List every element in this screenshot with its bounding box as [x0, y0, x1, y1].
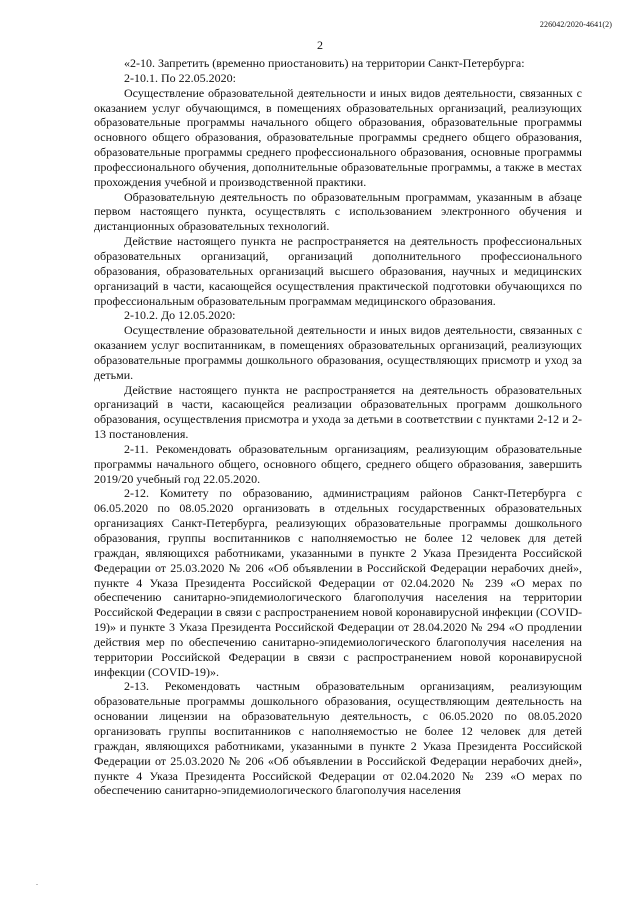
paragraph-2-10-1-exception: Действие настоящего пункта не распространяется на деятельность профессиональных образовательных организаций, организаций дополнительного профессионального образования, образовательных организаций высшего образования, научных и медицинских организаций в части, касающейся осуществления практической подготовки обучающихся по профессиональным образовательным программам медицинского образования. — [94, 234, 582, 308]
paragraph-2-10-2-exception: Действие настоящего пункта не распространяется на деятельность образовательных организаций в части, касающейся реализации образовательных программ дошкольного образования, осуществления присмотра и ухода за детьми в соответствии с пунктами 2-12 и 2-13 постановления. — [94, 382, 582, 442]
paragraph-2-13: 2-13. Рекомендовать частным образовательным организациям, реализующим образовательные программы дошкольного образования, осуществляющим деятельность на основании лицензии на образовательную деятельность, с 06.05.2020 по 08.05.2020 организовать группы воспитанников с наполняемостью не более 12 человек для детей граждан, являющихся работниками, указанными в пункте 2 Указа Президента Российской Федерации от 25.03.2020 № 206 «Об объявлении в Российской Федерации нерабочих дней», пункте 4 Указа Президента Российской Федерации от 02.04.2020 № 239 «О мерах по обеспечению санитарно-эпидемиологического благополучия населения — [94, 679, 582, 798]
paragraph-2-10-1: 2-10.1. По 22.05.2020: — [124, 70, 236, 85]
paragraph-2-10-2-body: Осуществление образовательной деятельности и иных видов деятельности, связанных с оказанием услуг воспитанникам, в помещениях образовательных организаций, реализующих образовательные программы дошкольного образования, осуществляющих присмотр и уход за детьми. — [94, 323, 582, 382]
document-body — [94, 56, 582, 798]
paragraph-2-10-1-body: Осуществление образовательной деятельности и иных видов деятельности, связанных с оказанием услуг обучающимся, в помещениях образовательных организаций, реализующих образовательные программы начального общего образования, образовательные программы основного общего образования, образовательные программы среднего общего образования, образовательные программы среднего профессионального образования, основные программы профессионального обучения, дополнительные образовательные программы, а также в местах прохождения учебной и производственной практики. — [94, 85, 582, 189]
page-number: 2 — [317, 38, 323, 52]
paragraph-2-10-1-distance: Образовательную деятельность по образовательным программам, указанным в абзаце первом настоящего пункта, осуществлять с использованием электронного обучения и дистанционных образовательных технологий. — [94, 189, 582, 234]
scan-mark: . — [36, 878, 38, 887]
document-id: 226042/2020-4641(2) — [539, 20, 612, 29]
paragraph-2-11: 2-11. Рекомендовать образовательным организациям, реализующим образовательные программы начального общего, основного общего, среднего общего образования, завершить 2019/20 учебный год 22.05.2020. — [94, 441, 582, 486]
paragraph-2-10: «2-10. Запретить (временно приостановить) на территории Санкт-Петербурга: — [124, 56, 525, 70]
paragraph-2-10-2: 2-10.2. До 12.05.2020: — [124, 308, 236, 323]
paragraph-2-12: 2-12. Комитету по образованию, администрациям районов Санкт-Петербурга с 06.05.2020 по 08.05.2020 организовать в отдельных государственных образовательных организациях Санкт-Петербурга, реализующих образовательные программы дошкольного образования, группы воспитанников с наполняемостью не более 12 человек для детей граждан, являющихся работниками, указанными в пункте 2 Указа Президента Российской Федерации от 25.03.2020 № 206 «Об объявлении в Российской Федерации нерабочих дней», пункте 4 Указа Президента Российской Федерации от 02.04.2020 № 239 «О мерах по обеспечению санитарно-эпидемиологического благополучия населения на территории Российской Федерации в связи с распространением новой коронавирусной инфекции (COVID-19)» и пункте 3 Указа Президента Российской Федерации от 28.04.2020 № 294 «О продлении действия мер по обеспечению санитарно-эпидемиологического благополучия населения на территории Российской Федерации в связи с распространением новой коронавирусной инфекции (COVID-19)». — [94, 486, 582, 679]
